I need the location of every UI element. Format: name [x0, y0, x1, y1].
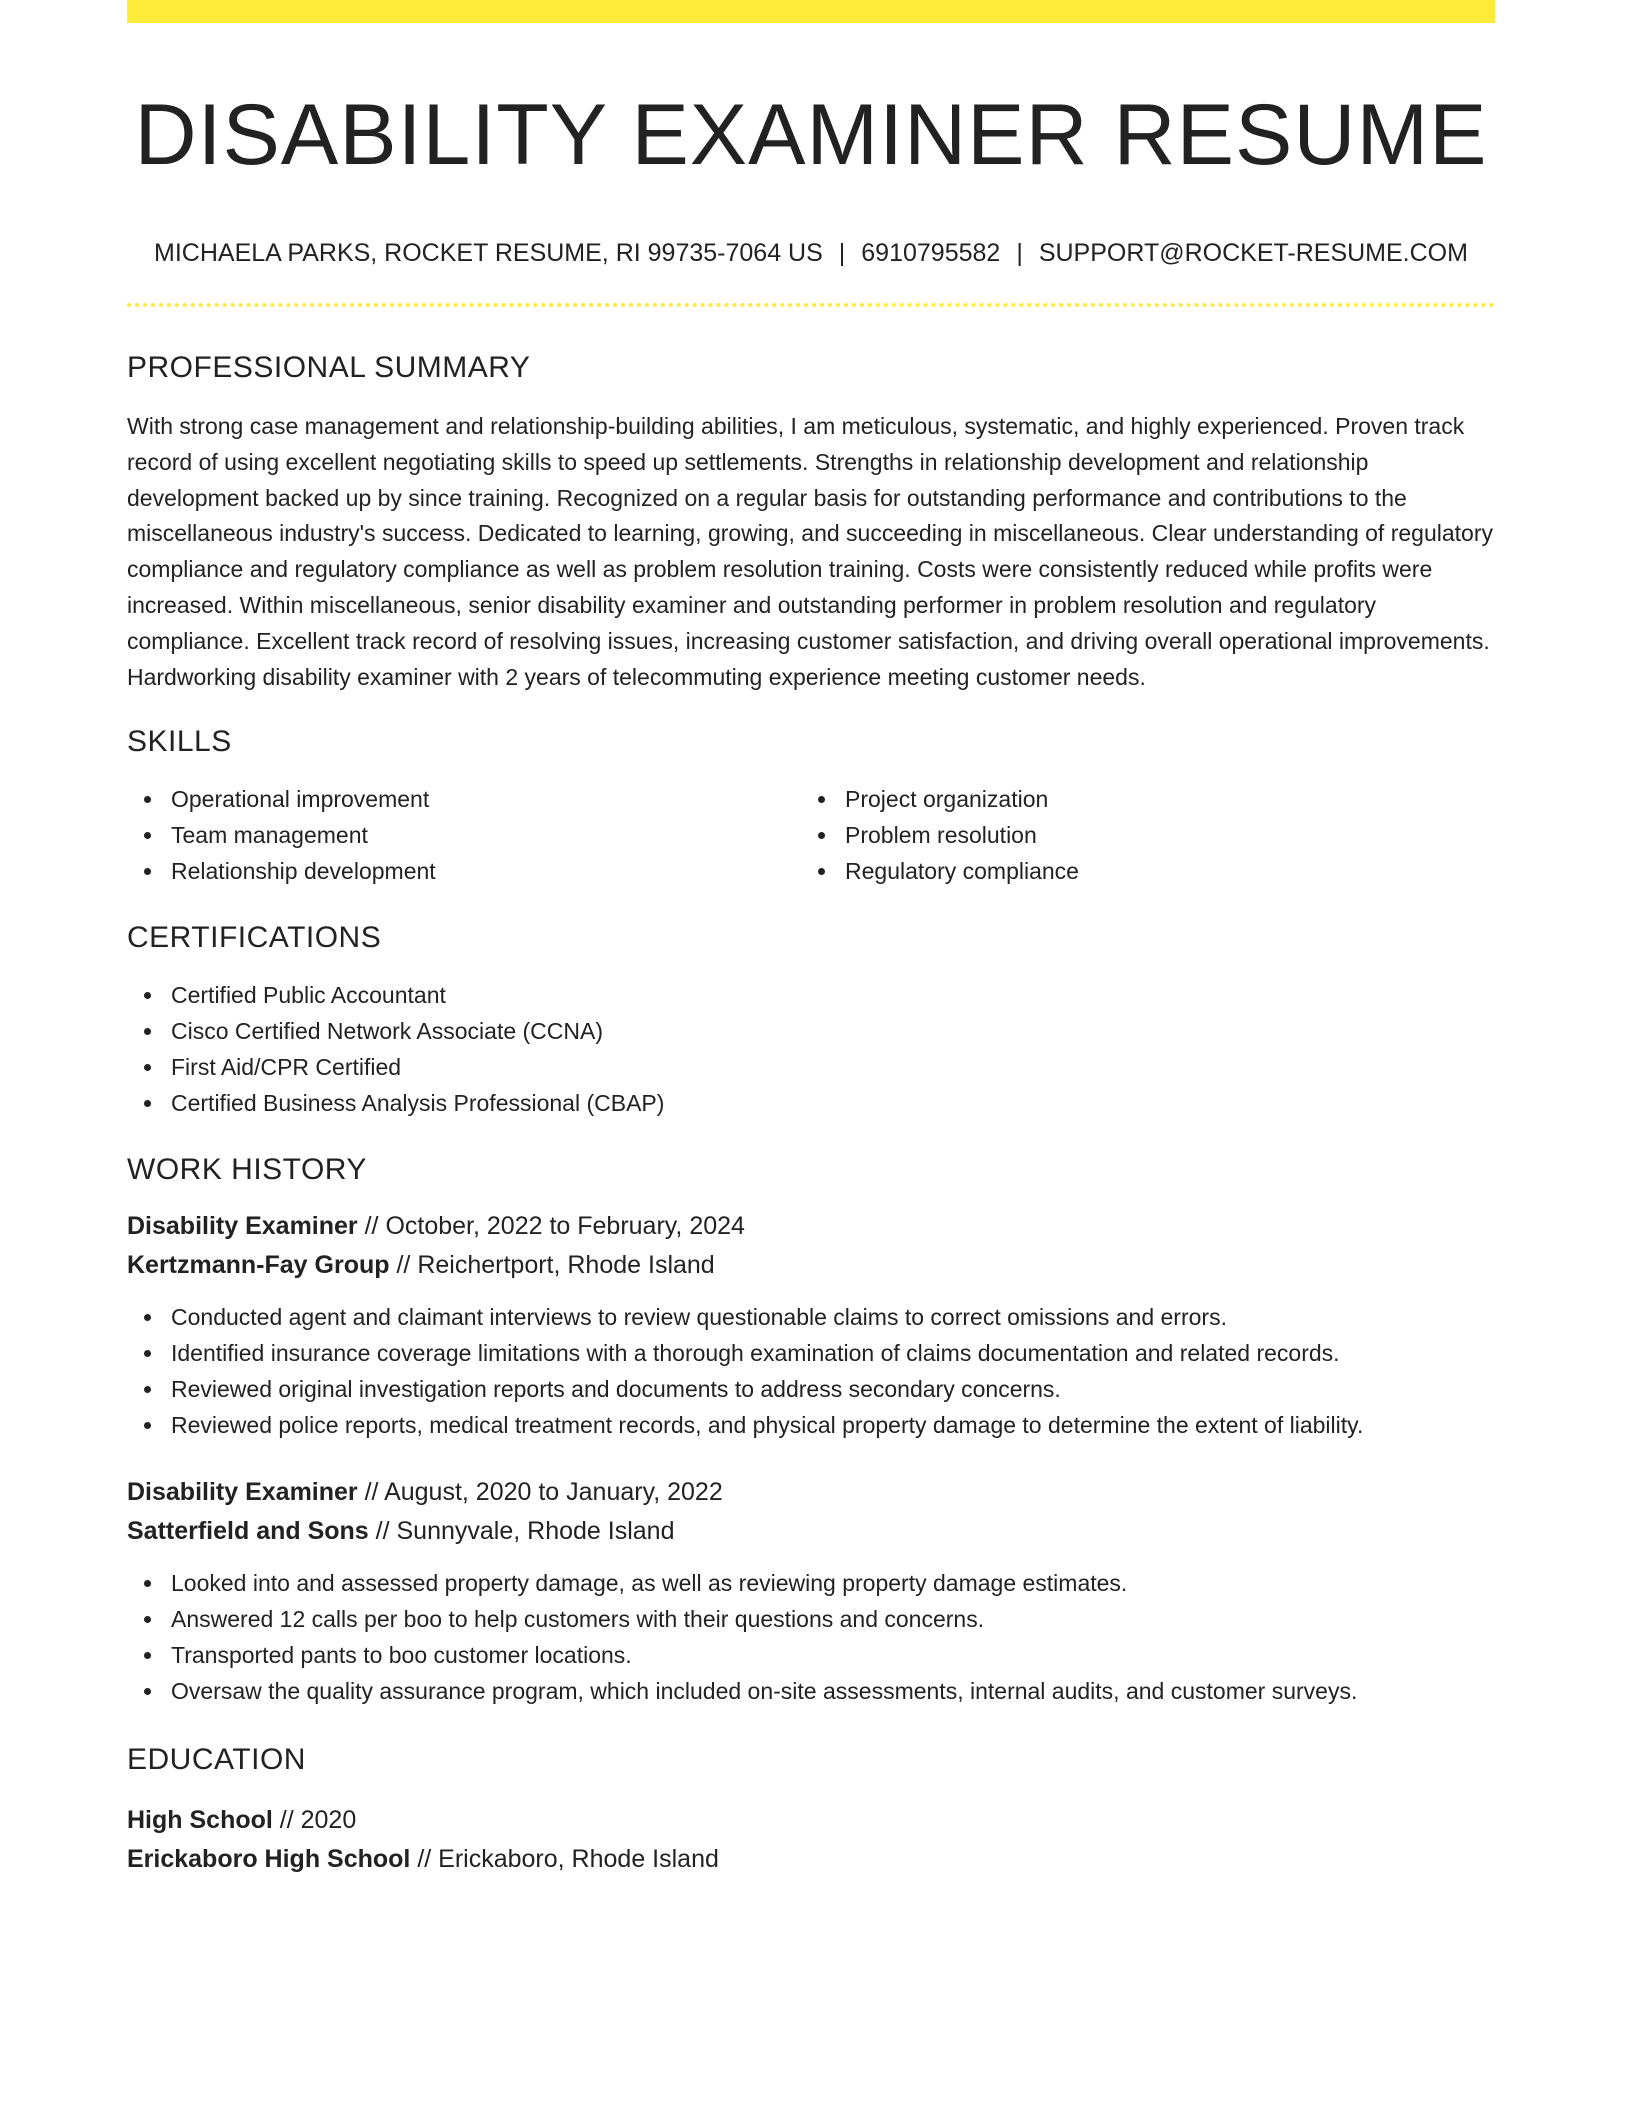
dotted-divider	[127, 303, 1495, 307]
certification-item: Cisco Certified Network Associate (CCNA)	[171, 1013, 1495, 1049]
job-duties-list	[127, 1299, 1495, 1443]
skill-item: Team management	[171, 817, 801, 853]
certification-item: Certified Public Accountant	[171, 977, 1495, 1013]
job-company-line	[127, 1246, 1495, 1285]
certifications-heading: CERTIFICATIONS	[127, 921, 382, 955]
job-title-line	[127, 1473, 1495, 1512]
job-location: // Sunnyvale, Rhode Island	[375, 1517, 675, 1546]
skill-item: Relationship development	[171, 853, 801, 889]
job-company-line	[127, 1512, 1495, 1551]
job-company: Kertzmann-Fay Group	[127, 1251, 390, 1280]
certifications-list	[127, 977, 1495, 1121]
job-dates: // October, 2022 to February, 2024	[364, 1212, 745, 1241]
contact-line	[127, 237, 1495, 269]
resume-page	[127, 0, 1495, 1879]
education-degree-line	[127, 1801, 1495, 1840]
job-duty-item: Oversaw the quality assurance program, which included on-site assessments, internal audits, and customer surveys.	[171, 1673, 1495, 1709]
contact-address: MICHAELA PARKS, ROCKET RESUME, RI 99735-7064 US	[154, 239, 823, 267]
skill-item: Regulatory compliance	[845, 853, 1475, 889]
summary-text: With strong case management and relationship-building abilities, I am meticulous, systematic, and highly experienced. Proven track record of using excellent negotiating skills to speed up settlements. Strengths in relationship development and relationship development backed up by since training. Recognized on a regular basis for outstanding performance and contributions to the miscellaneous industry's success. Dedicated to learning, growing, and succeeding in miscellaneous. Clear understanding of regulatory compliance and regulatory compliance as well as problem resolution training. Costs were consistently reduced while profits were increased. Within miscellaneous, senior disability examiner and outstanding performer in problem resolution and regulatory compliance. Excellent track record of resolving issues, increasing customer satisfaction, and driving overall operational improvements. Hardworking disability examiner with 2 years of telecommuting experience meeting customer needs.	[127, 413, 1493, 690]
job-title-line	[127, 1207, 1495, 1246]
summary-heading: PROFESSIONAL SUMMARY	[127, 351, 531, 384]
job-duty-item: Reviewed original investigation reports and documents to address secondary concerns.	[171, 1371, 1495, 1407]
contact-email: SUPPORT@ROCKET-RESUME.COM	[1038, 239, 1468, 267]
skills-heading: SKILLS	[127, 725, 232, 759]
job-role: Disability Examiner	[127, 1478, 358, 1507]
job-duty-item: Reviewed police reports, medical treatment records, and physical property damage to determine the extent of liability.	[171, 1407, 1495, 1443]
skills-list	[127, 781, 1495, 889]
skills-column-right	[801, 781, 1475, 889]
job-dates: // August, 2020 to January, 2022	[364, 1478, 723, 1507]
job-duty-item: Transported pants to boo customer locations.	[171, 1637, 1495, 1673]
work-history-heading: WORK HISTORY	[127, 1153, 367, 1187]
job-duty-item: Answered 12 calls per boo to help customers with their questions and concerns.	[171, 1601, 1495, 1637]
education-school: Erickaboro High School	[127, 1845, 411, 1874]
accent-bar	[127, 0, 1495, 23]
education-heading: EDUCATION	[127, 1743, 306, 1777]
certification-item: Certified Business Analysis Professional (CBAP)	[171, 1085, 1495, 1121]
skill-item: Problem resolution	[845, 817, 1475, 853]
certification-item: First Aid/CPR Certified	[171, 1049, 1495, 1085]
job-duty-item: Looked into and assessed property damage, as well as reviewing property damage estimates.	[171, 1565, 1495, 1601]
job-location: // Reichertport, Rhode Island	[396, 1251, 715, 1280]
job-duty-item: Conducted agent and claimant interviews to review questionable claims to correct omissions and errors.	[171, 1299, 1495, 1335]
education-school-line	[127, 1840, 1495, 1879]
job-duty-item: Identified insurance coverage limitations with a thorough examination of claims documentation and related records.	[171, 1335, 1495, 1371]
skills-column-left	[127, 781, 801, 889]
job-entry	[127, 1473, 1495, 1709]
job-role: Disability Examiner	[127, 1212, 358, 1241]
skill-item: Operational improvement	[171, 781, 801, 817]
education-entry	[127, 1801, 1495, 1879]
contact-separator: |	[1016, 239, 1023, 267]
job-company: Satterfield and Sons	[127, 1517, 369, 1546]
job-duties-list	[127, 1565, 1495, 1709]
education-location: // Erickaboro, Rhode Island	[417, 1845, 719, 1874]
contact-separator: |	[838, 239, 846, 267]
contact-phone: 6910795582	[861, 239, 1001, 267]
education-degree: High School	[127, 1806, 273, 1835]
resume-title: DISABILITY EXAMINER RESUME	[134, 87, 1488, 183]
skill-item: Project organization	[845, 781, 1475, 817]
job-entry	[127, 1207, 1495, 1443]
education-year: // 2020	[279, 1806, 357, 1835]
